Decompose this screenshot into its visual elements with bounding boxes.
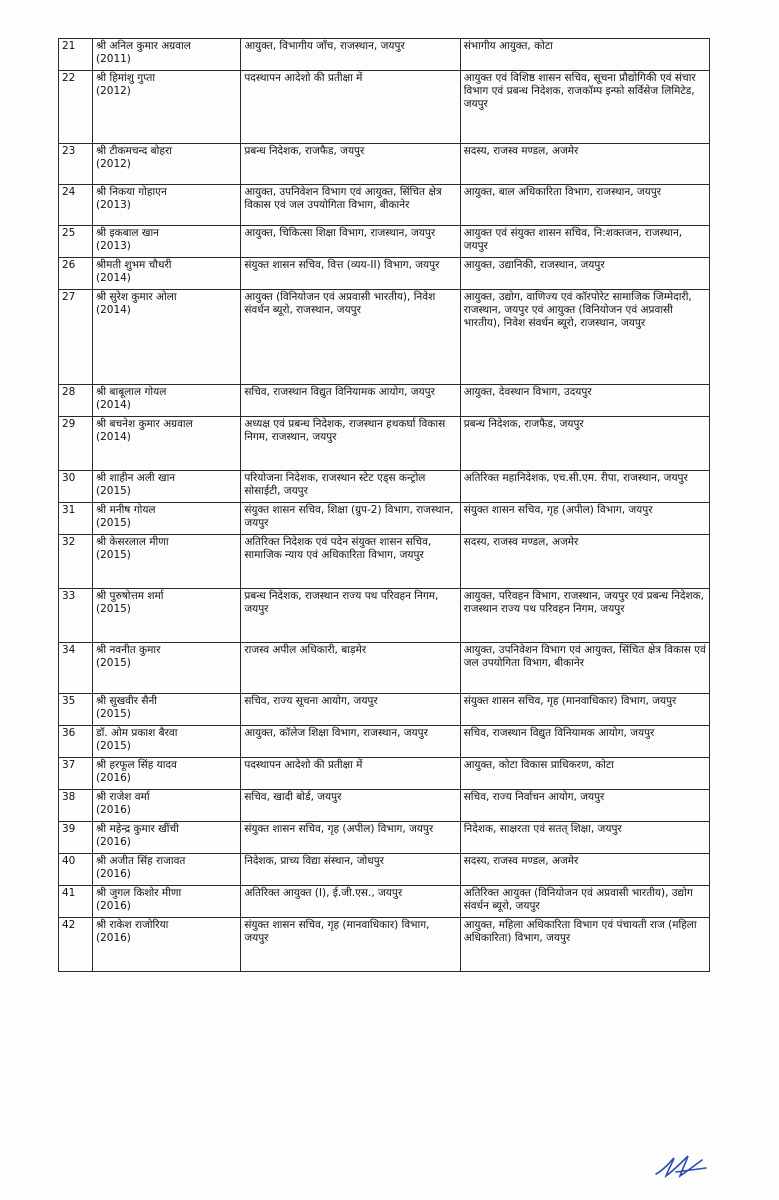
serial-number: 40 [59, 854, 93, 886]
current-posting: प्रबन्ध निदेशक, राजफैड, जयपुर [241, 144, 460, 185]
new-posting: सदस्य, राजस्व मण्डल, अजमेर [460, 144, 709, 185]
current-posting: संयुक्त शासन सचिव, गृह (मानवाधिकार) विभाग, जयपुर [241, 918, 460, 972]
serial-number: 39 [59, 822, 93, 854]
officer-name: श्री इकबाल खान [95, 227, 160, 239]
new-posting: आयुक्त एवं संयुक्त शासन सचिव, नि:शक्तजन, राजस्थान, जयपुर [460, 226, 709, 258]
table-row [59, 535, 710, 589]
current-posting: प्रबन्ध निदेशक, राजस्थान राज्य पथ परिवहन निगम, जयपुर [241, 589, 460, 643]
current-posting: सचिव, राज्य सूचना आयोग, जयपुर [241, 694, 460, 726]
officer-cell [92, 39, 240, 71]
serial-number: 36 [59, 726, 93, 758]
current-posting: सचिव, खादी बोर्ड, जयपुर [241, 790, 460, 822]
new-posting: आयुक्त, उपनिवेशन विभाग एवं आयुक्त, सिंचित क्षेत्र विकास एवं जल उपयोगिता विभाग, बीकानेर [460, 643, 709, 694]
new-posting: सचिव, राज्य निर्वाचन आयोग, जयपुर [460, 790, 709, 822]
officer-cell [92, 694, 240, 726]
new-posting: अतिरिक्त आयुक्त (विनियोजन एवं अप्रवासी भारतीय), उद्योग संवर्धन ब्यूरो, जयपुर [460, 886, 709, 918]
table-row [59, 144, 710, 185]
officer-cell [92, 589, 240, 643]
table-row [59, 643, 710, 694]
serial-number: 23 [59, 144, 93, 185]
serial-number: 30 [59, 471, 93, 503]
officer-cell [92, 385, 240, 417]
table-row [59, 258, 710, 290]
officer-cell [92, 258, 240, 290]
officer-cell [92, 854, 240, 886]
table-row [59, 226, 710, 258]
officer-name: श्री राकेश राजोरिया [95, 919, 169, 931]
table-row [59, 290, 710, 385]
current-posting: पदस्थापन आदेशो की प्रतीक्षा में [241, 71, 460, 144]
serial-number: 37 [59, 758, 93, 790]
table-row [59, 694, 710, 726]
table-row [59, 854, 710, 886]
officer-cell [92, 144, 240, 185]
table-row [59, 39, 710, 71]
officer-cell [92, 290, 240, 385]
officer-name: श्री अनिल कुमार अग्रवाल [95, 40, 191, 52]
current-posting: आयुक्त, विभागीय जाँच, राजस्थान, जयपुर [241, 39, 460, 71]
serial-number: 24 [59, 185, 93, 226]
current-posting: पदस्थापन आदेशो की प्रतीक्षा में [241, 758, 460, 790]
serial-number: 29 [59, 417, 93, 471]
current-posting: आयुक्त, कॉलेज शिक्षा विभाग, राजस्थान, जयपुर [241, 726, 460, 758]
officer-cell [92, 185, 240, 226]
batch-year: (2015) [95, 708, 131, 721]
officer-name: श्री टीकमचन्द बोहरा [95, 145, 172, 157]
officer-cell [92, 226, 240, 258]
batch-year: (2015) [95, 485, 131, 498]
officer-cell [92, 758, 240, 790]
serial-number: 34 [59, 643, 93, 694]
serial-number: 28 [59, 385, 93, 417]
officer-cell [92, 918, 240, 972]
current-posting: आयुक्त, चिकित्सा शिक्षा विभाग, राजस्थान, जयपुर [241, 226, 460, 258]
officer-cell [92, 417, 240, 471]
table-row [59, 471, 710, 503]
current-posting: संयुक्त शासन सचिव, शिक्षा (ग्रुप-2) विभाग, राजस्थान, जयपुर [241, 503, 460, 535]
officer-name: श्री सुरेश कुमार ओला [95, 291, 177, 303]
new-posting: आयुक्त, परिवहन विभाग, राजस्थान, जयपुर एवं प्रबन्ध निदेशक, राजस्थान राज्य पथ परिवहन निगम, जयपुर [460, 589, 709, 643]
table-row [59, 503, 710, 535]
serial-number: 41 [59, 886, 93, 918]
table-row [59, 790, 710, 822]
table-row [59, 822, 710, 854]
officer-name: श्री सुखवीर सैनी [95, 695, 157, 707]
officer-name: डॉ. ओम प्रकाश बैरवा [95, 727, 178, 739]
transfer-order-table [58, 38, 710, 972]
table-row [59, 918, 710, 972]
current-posting: अतिरिक्त आयुक्त (I), ई.जी.एस., जयपुर [241, 886, 460, 918]
batch-year: (2014) [95, 431, 131, 444]
batch-year: (2016) [95, 836, 131, 849]
current-posting: अध्यक्ष एवं प्रबन्ध निदेशक, राजस्थान हथकर्घा विकास निगम, राजस्थान, जयपुर [241, 417, 460, 471]
officer-cell [92, 471, 240, 503]
new-posting: सचिव, राजस्थान विद्युत विनियामक आयोग, जयपुर [460, 726, 709, 758]
officer-name: श्रीमती शुभम चौधरी [95, 259, 172, 271]
officer-name: श्री महेन्द्र कुमार खींची [95, 823, 179, 835]
new-posting: सदस्य, राजस्व मण्डल, अजमेर [460, 535, 709, 589]
batch-year: (2013) [95, 199, 131, 212]
officer-name: श्री हरफूल सिंह यादव [95, 759, 177, 771]
batch-year: (2015) [95, 603, 131, 616]
batch-year: (2014) [95, 272, 131, 285]
new-posting: सदस्य, राजस्व मण्डल, अजमेर [460, 854, 709, 886]
serial-number: 27 [59, 290, 93, 385]
table-row [59, 417, 710, 471]
new-posting: आयुक्त, महिला अधिकारिता विभाग एवं पंचायती राज (महिला अधिकारिता) विभाग, जयपुर [460, 918, 709, 972]
batch-year: (2016) [95, 932, 131, 945]
batch-year: (2013) [95, 240, 131, 253]
current-posting: राजस्व अपील अधिकारी, बाड़मेर [241, 643, 460, 694]
serial-number: 42 [59, 918, 93, 972]
batch-year: (2012) [95, 158, 131, 171]
officer-cell [92, 886, 240, 918]
new-posting: आयुक्त, देवस्थान विभाग, उदयपुर [460, 385, 709, 417]
officer-name: श्री केसरलाल मीणा [95, 536, 169, 548]
new-posting: संयुक्त शासन सचिव, गृह (अपील) विभाग, जयपुर [460, 503, 709, 535]
table-row [59, 71, 710, 144]
table-row [59, 185, 710, 226]
officer-cell [92, 503, 240, 535]
serial-number: 31 [59, 503, 93, 535]
new-posting: आयुक्त, कोटा विकास प्राधिकरण, कोटा [460, 758, 709, 790]
current-posting: आयुक्त (विनियोजन एवं अप्रवासी भारतीय), निवेश संवर्धन ब्यूरो, राजस्थान, जयपुर [241, 290, 460, 385]
batch-year: (2016) [95, 900, 131, 913]
new-posting: अतिरिक्त महानिदेशक, एच.सी.एम. रीपा, राजस्थान, जयपुर [460, 471, 709, 503]
batch-year: (2015) [95, 517, 131, 530]
officer-name: श्री मनीष गोयल [95, 504, 156, 516]
table-row [59, 886, 710, 918]
officer-name: श्री राजेश वर्मा [95, 791, 150, 803]
new-posting: निदेशक, साक्षरता एवं सतत् शिक्षा, जयपुर [460, 822, 709, 854]
signature [652, 1148, 712, 1182]
officer-name: श्री नवनीत कुमार [95, 644, 161, 656]
batch-year: (2012) [95, 85, 131, 98]
current-posting: निदेशक, प्राच्य विद्या संस्थान, जोधपुर [241, 854, 460, 886]
officer-cell [92, 822, 240, 854]
batch-year: (2016) [95, 804, 131, 817]
officer-name: श्री बचनेश कुमार अग्रवाल [95, 418, 193, 430]
batch-year: (2015) [95, 657, 131, 670]
officer-cell [92, 643, 240, 694]
table-row [59, 726, 710, 758]
new-posting: आयुक्त, उद्यानिकी, राजस्थान, जयपुर [460, 258, 709, 290]
current-posting: आयुक्त, उपनिवेशन विभाग एवं आयुक्त, सिंचित क्षेत्र विकास एवं जल उपयोगिता विभाग, बीकानेर [241, 185, 460, 226]
table-body [59, 39, 710, 972]
serial-number: 38 [59, 790, 93, 822]
batch-year: (2011) [95, 53, 131, 66]
table-row [59, 385, 710, 417]
new-posting: प्रबन्ध निदेशक, राजफैड, जयपुर [460, 417, 709, 471]
officer-name: श्री बाबूलाल गोयल [95, 386, 167, 398]
batch-year: (2015) [95, 549, 131, 562]
new-posting: संयुक्त शासन सचिव, गृह (मानवाधिकार) विभाग, जयपुर [460, 694, 709, 726]
batch-year: (2014) [95, 304, 131, 317]
officer-name: श्री पुरुषोत्तम शर्मा [95, 590, 164, 602]
table-row [59, 589, 710, 643]
new-posting: आयुक्त एवं विशिष्ठ शासन सचिव, सूचना प्रौद्योगिकी एवं संचार विभाग एवं प्रबन्ध निदेशक, राजकॉम्प इन्फो सर्विसेज लिमिटेड, जयपुर [460, 71, 709, 144]
officer-cell [92, 726, 240, 758]
current-posting: अतिरिक्त निदेशक एवं पदेन संयुक्त शासन सचिव, सामाजिक न्याय एवं अधिकारिता विभाग, जयपुर [241, 535, 460, 589]
current-posting: संयुक्त शासन सचिव, वित्त (व्यय-II) विभाग, जयपुर [241, 258, 460, 290]
serial-number: 26 [59, 258, 93, 290]
batch-year: (2015) [95, 740, 131, 753]
officer-name: श्री हिमांशु गुप्ता [95, 72, 156, 84]
new-posting: संभागीय आयुक्त, कोटा [460, 39, 709, 71]
table-row [59, 758, 710, 790]
officer-name: श्री निकया गोहाएन [95, 186, 167, 198]
batch-year: (2014) [95, 399, 131, 412]
new-posting: आयुक्त, बाल अधिकारिता विभाग, राजस्थान, जयपुर [460, 185, 709, 226]
serial-number: 21 [59, 39, 93, 71]
batch-year: (2016) [95, 772, 131, 785]
current-posting: सचिव, राजस्थान विद्युत विनियामक आयोग, जयपुर [241, 385, 460, 417]
officer-name: श्री जुगल किशोर मीणा [95, 887, 182, 899]
new-posting: आयुक्त, उद्योग, वाणिज्य एवं कॉरपोरेट सामाजिक जिम्मेदारी, राजस्थान, जयपुर एवं आयुक्त (विनियोजन एवं अप्रवासी भारतीय), निवेश संवर्धन ब्यूरो, राजस्थान, जयपुर [460, 290, 709, 385]
current-posting: संयुक्त शासन सचिव, गृह (अपील) विभाग, जयपुर [241, 822, 460, 854]
officer-cell [92, 71, 240, 144]
serial-number: 33 [59, 589, 93, 643]
officer-cell [92, 790, 240, 822]
serial-number: 32 [59, 535, 93, 589]
officer-name: श्री शाहीन अली खान [95, 472, 176, 484]
serial-number: 25 [59, 226, 93, 258]
officer-cell [92, 535, 240, 589]
serial-number: 35 [59, 694, 93, 726]
serial-number: 22 [59, 71, 93, 144]
batch-year: (2016) [95, 868, 131, 881]
officer-name: श्री अजीत सिंह राजावत [95, 855, 186, 867]
current-posting: परियोजना निदेशक, राजस्थान स्टेट एड्स कन्ट्रोल सोसाईटी, जयपुर [241, 471, 460, 503]
